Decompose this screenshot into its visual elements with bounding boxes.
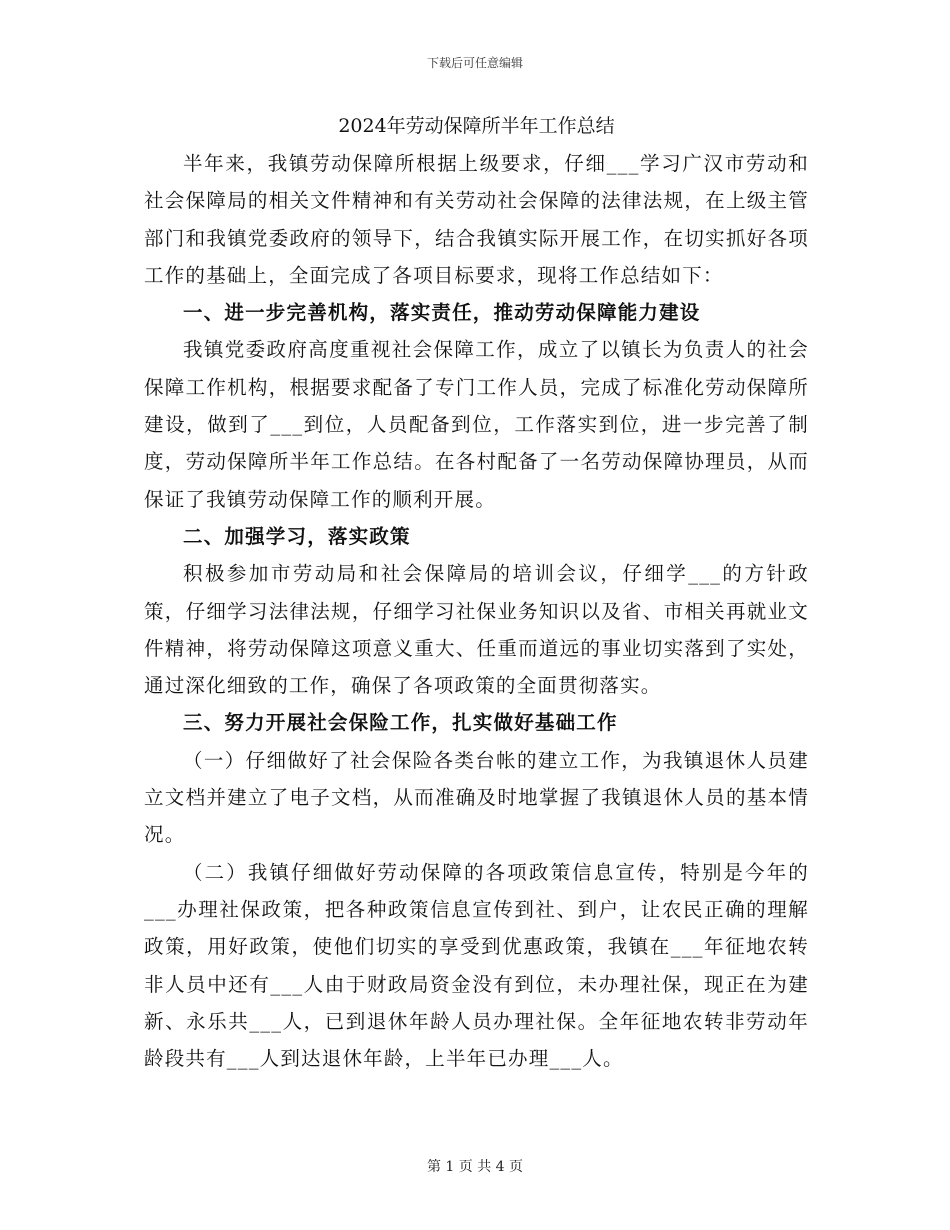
section-2-paragraph: 积极参加市劳动局和社会保障局的培训会议，仔细学___的方针政策，仔细学习法律法规，仔细学习社保业务知识以及省、市相关再就业文件精神，将劳动保障这项意义重大、任重而道远的事业切实落到了实处，通过深化细致的工作，确保了各项政策的全面贯彻落实。 [144,562,809,698]
page-footer: 第 1 页 共 4 页 [426,1159,524,1175]
section-heading-3: 三、努力开展社会保险工作，扎实做好基础工作 [183,711,618,735]
document-body [144,112,809,1077]
page-header: 下载后可任意编辑 [426,56,523,70]
section-heading-1: 一、进一步完善机构，落实责任，推动劳动保障能力建设 [183,301,701,325]
document-title: 2024年劳动保障所半年工作总结 [338,115,615,137]
intro-paragraph: 半年来，我镇劳动保障所根据上级要求，仔细___学习广汉市劳动和社会保障局的相关文件精神和有关劳动社会保障的法律法规，在上级主管部门和我镇党委政府的领导下，结合我镇实际开展工作，在切实抓好各项工作的基础上，全面完成了各项目标要求，现将工作总结如下： [144,152,809,287]
section-3-paragraph-1: （一）仔细做好了社会保险各类台帐的建立工作，为我镇退休人员建立文档并建立了电子文档，从而准确及时地掌握了我镇退休人员的基本情况。 [144,748,809,847]
section-heading-2: 二、加强学习，落实政策 [183,524,411,548]
section-3-paragraph-2: （二）我镇仔细做好劳动保障的各项政策信息宣传，特别是今年的___办理社保政策，把各种政策信息宣传到社、到户，让农民正确的理解政策，用好政策，使他们切实的享受到优惠政策，我镇在___年征地农转非人员中还有___人由于财政局资金没有到位，未办理社保，现正在为建新、永乐共___人，已到退休年龄人员办理社保。全年征地农转非劳动年龄段共有___人到达退休年龄，上半年已办理___人。 [144,860,809,1071]
section-1-paragraph: 我镇党委政府高度重视社会保障工作，成立了以镇长为负责人的社会保障工作机构，根据要求配备了专门工作人员，完成了标准化劳动保障所建设，做到了___到位，人员配备到位，工作落实到位，进一步完善了制度，劳动保障所半年工作总结。在各村配备了一名劳动保障协理员，从而保证了我镇劳动保障工作的顺利开展。 [144,338,809,511]
